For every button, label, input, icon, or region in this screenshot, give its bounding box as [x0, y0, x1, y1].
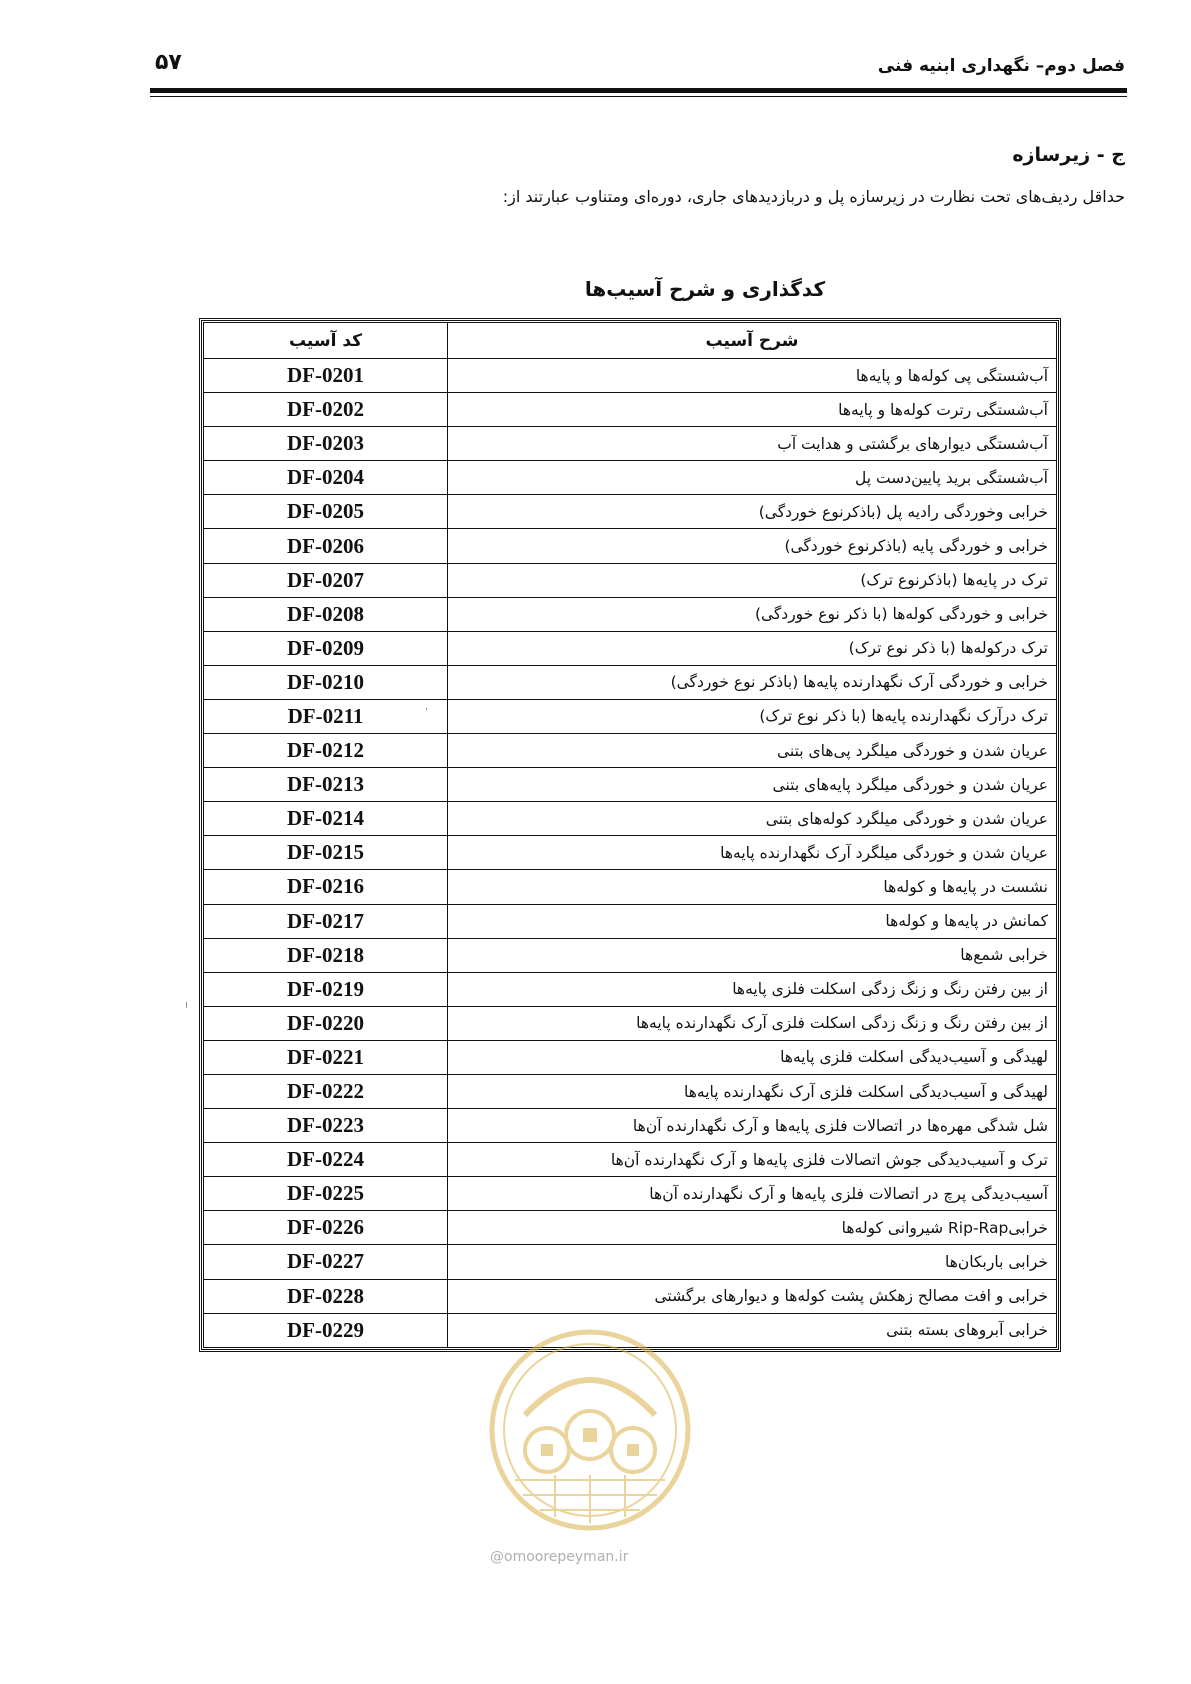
table-row [204, 495, 1057, 529]
table-row [204, 1177, 1057, 1211]
table-row [204, 870, 1057, 904]
damage-code-cell: DF-0228 [204, 1279, 448, 1313]
damage-code-cell: DF-0224 [204, 1143, 448, 1177]
damage-code-cell: DF-0215 [204, 836, 448, 870]
damage-code-cell: DF-0210 [204, 665, 448, 699]
table-row [204, 461, 1057, 495]
damage-code-cell: DF-0229 [204, 1313, 448, 1347]
table-row [204, 1143, 1057, 1177]
damage-description-cell: شل شدگی مهره‌ها در اتصالات فلزی پایه‌ها و آرک نگهدارنده آن‌ها [448, 1109, 1057, 1143]
damage-description-cell: عریان شدن و خوردگی میلگرد پی‌های بتنی [448, 734, 1057, 768]
table-row [204, 802, 1057, 836]
damage-code-cell: DF-0205 [204, 495, 448, 529]
damage-code-cell: DF-0214 [204, 802, 448, 836]
damage-table [203, 322, 1057, 1348]
table-row [204, 1211, 1057, 1245]
damage-description-cell: ترک و آسیب‌دیدگی جوش اتصالات فلزی پایه‌ها و آرک نگهدارنده آن‌ها [448, 1143, 1057, 1177]
damage-code-cell: DF-0218 [204, 938, 448, 972]
watermark-logo [485, 1325, 695, 1535]
column-header-code: کد آسیب [204, 323, 448, 359]
header-rule [150, 88, 1127, 93]
table-row [204, 1245, 1057, 1279]
damage-code-cell: DF-0227 [204, 1245, 448, 1279]
damage-description-cell: از بین رفتن رنگ و زنگ زدگی اسکلت فلزی پایه‌ها [448, 972, 1057, 1006]
table-row [204, 904, 1057, 938]
table-row [204, 699, 1057, 733]
damage-code-cell: DF-0225 [204, 1177, 448, 1211]
table-row [204, 563, 1057, 597]
table-row [204, 665, 1057, 699]
damage-code-cell: DF-0203 [204, 427, 448, 461]
chapter-title: فصل دوم– نگهداری ابنیه فنی [877, 56, 1125, 76]
damage-code-cell: DF-0213 [204, 768, 448, 802]
damage-description-cell: آب‌شستگی برید پایین‌دست پل [448, 461, 1057, 495]
damage-description-cell: خرابی و خوردگی پایه (باذکرنوع خوردگی) [448, 529, 1057, 563]
damage-description-cell: خرابیRip-Rap شیروانی کوله‌ها [448, 1211, 1057, 1245]
damage-code-cell: DF-0207 [204, 563, 448, 597]
damage-description-cell: خرابی وخوردگی رادیه پل (باذکرنوع خوردگی) [448, 495, 1057, 529]
damage-code-cell: DF-0204 [204, 461, 448, 495]
table-row [204, 427, 1057, 461]
damage-code-cell: DF-0208 [204, 597, 448, 631]
table-row [204, 1074, 1057, 1108]
table-row [204, 836, 1057, 870]
damage-description-cell: آسیب‌دیدگی پرچ در اتصالات فلزی پایه‌ها و آرک نگهدارنده آن‌ها [448, 1177, 1057, 1211]
damage-description-cell: از بین رفتن رنگ و زنگ زدگی اسکلت فلزی آرک نگهدارنده پایه‌ها [448, 1006, 1057, 1040]
table-title: کدگذاری و شرح آسیب‌ها [584, 277, 826, 301]
damage-code-cell: DF-0222 [204, 1074, 448, 1108]
damage-code-cell: DF-0216 [204, 870, 448, 904]
damage-code-cell: DF-0217 [204, 904, 448, 938]
damage-code-cell: DF-0220 [204, 1006, 448, 1040]
table-row [204, 734, 1057, 768]
page-number: ۵۷ [155, 50, 182, 75]
damage-description-cell: آب‌شستگی دیوارهای برگشتی و هدایت آب [448, 427, 1057, 461]
damage-description-cell: عریان شدن و خوردگی میلگرد آرک نگهدارنده پایه‌ها [448, 836, 1057, 870]
table-body [204, 359, 1057, 1348]
table-row [204, 768, 1057, 802]
column-header-description: شرح آسیب [448, 323, 1057, 359]
damage-description-cell: عریان شدن و خوردگی میلگرد کوله‌های بتنی [448, 802, 1057, 836]
damage-description-cell: خرابی و افت مصالح زهکش پشت کوله‌ها و دیوارهای برگشتی [448, 1279, 1057, 1313]
damage-description-cell: خرابی آبروهای بسته بتنی [448, 1313, 1057, 1347]
table-row [204, 1040, 1057, 1074]
damage-code-cell: DF-0226 [204, 1211, 448, 1245]
table-row [204, 1109, 1057, 1143]
damage-description-cell: آب‌شستگی پی کوله‌ها و پایه‌ها [448, 359, 1057, 393]
damage-code-cell: DF-0221 [204, 1040, 448, 1074]
damage-code-cell: DF-0201 [204, 359, 448, 393]
damage-description-cell: کمانش در پایه‌ها و کوله‌ها [448, 904, 1057, 938]
damage-description-cell: ترک درکوله‌ها (با ذکر نوع ترک) [448, 631, 1057, 665]
damage-code-cell: DF-0202 [204, 393, 448, 427]
damage-description-cell: خرابی شمع‌ها [448, 938, 1057, 972]
damage-description-cell: خرابی باربکان‌ها [448, 1245, 1057, 1279]
intro-paragraph: حداقل ردیف‌های تحت نظارت در زیرسازه پل و دربازدیدهای جاری، دوره‌ای ومتناوب عبارتند از: [502, 187, 1125, 206]
damage-code-cell: DF-0211 [204, 699, 448, 733]
table-row [204, 359, 1057, 393]
table-row [204, 972, 1057, 1006]
table-row [204, 1006, 1057, 1040]
table-header-row [204, 323, 1057, 359]
damage-description-cell: لهیدگی و آسیب‌دیدگی اسکلت فلزی پایه‌ها [448, 1040, 1057, 1074]
damage-description-cell: عریان شدن و خوردگی میلگرد پایه‌های بتنی [448, 768, 1057, 802]
damage-description-cell: خرابی و خوردگی آرک نگهدارنده پایه‌ها (باذکر نوع خوردگی) [448, 665, 1057, 699]
damage-description-cell: ترک درآرک نگهدارنده پایه‌ها (با ذکر نوع ترک) [448, 699, 1057, 733]
section-heading: ج - زیرسازه [1012, 144, 1125, 166]
damage-description-cell: نشست در پایه‌ها و کوله‌ها [448, 870, 1057, 904]
damage-code-cell: DF-0219 [204, 972, 448, 1006]
scan-mark [426, 708, 427, 710]
damage-description-cell: لهیدگی و آسیب‌دیدگی اسکلت فلزی آرک نگهدارنده پایه‌ها [448, 1074, 1057, 1108]
table-row [204, 631, 1057, 665]
header-rule-thin [150, 96, 1127, 97]
damage-description-cell: ترک در پایه‌ها (باذکرنوع ترک) [448, 563, 1057, 597]
table-row [204, 529, 1057, 563]
table-row [204, 1279, 1057, 1313]
damage-table-frame [199, 318, 1061, 1352]
table-row [204, 938, 1057, 972]
watermark-url: @omoorepeyman.ir [490, 1549, 629, 1565]
scan-mark [186, 1002, 187, 1008]
damage-code-cell: DF-0206 [204, 529, 448, 563]
damage-code-cell: DF-0212 [204, 734, 448, 768]
table-row [204, 597, 1057, 631]
damage-code-cell: DF-0209 [204, 631, 448, 665]
damage-code-cell: DF-0223 [204, 1109, 448, 1143]
table-row [204, 393, 1057, 427]
damage-description-cell: آب‌شستگی رترت کوله‌ها و پایه‌ها [448, 393, 1057, 427]
damage-description-cell: خرابی و خوردگی کوله‌ها (با ذکر نوع خوردگی) [448, 597, 1057, 631]
